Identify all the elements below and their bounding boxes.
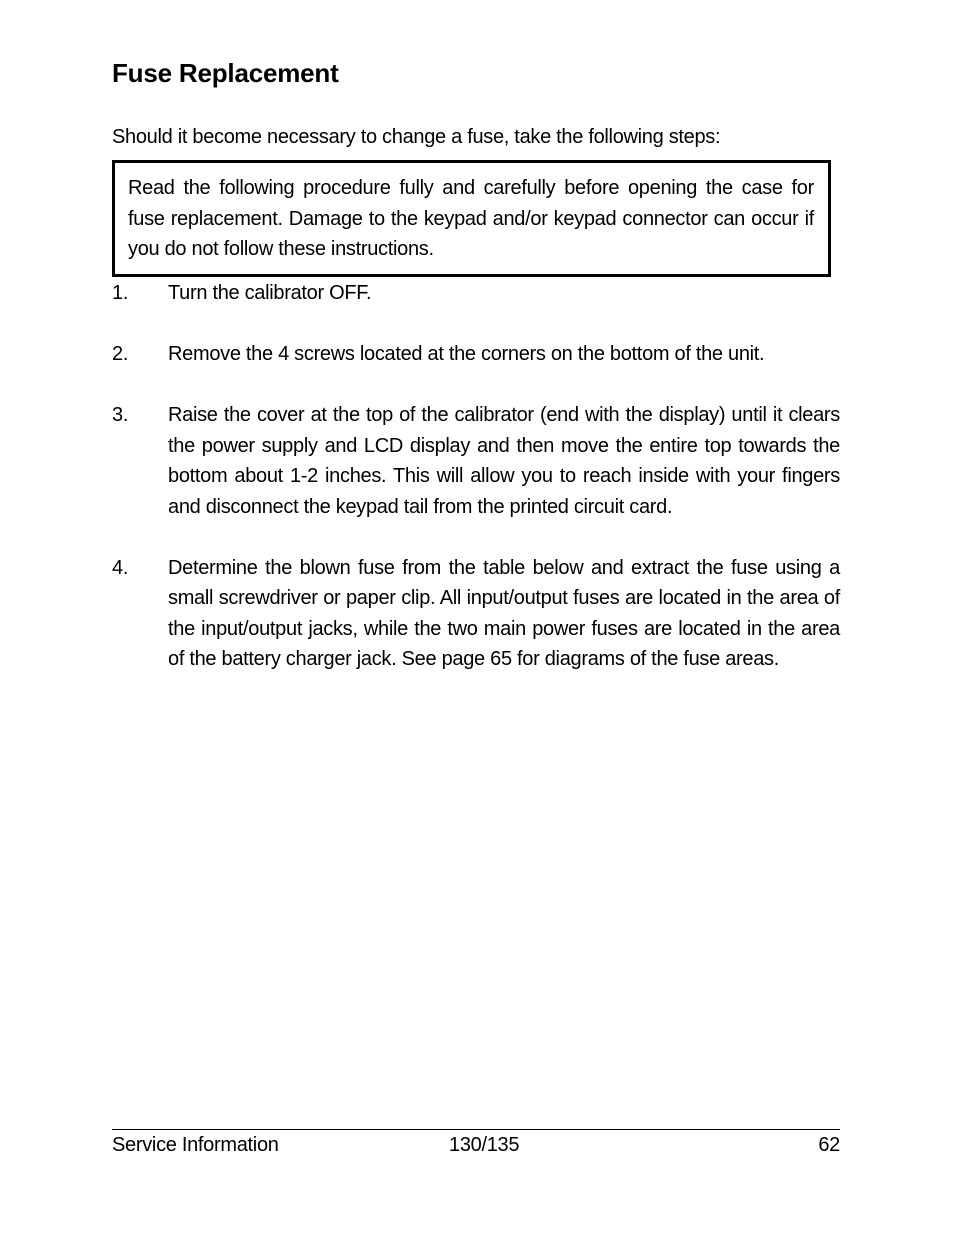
- step-text: Turn the calibrator OFF.: [168, 282, 372, 304]
- step-item: [112, 553, 840, 675]
- step-item: [112, 278, 840, 309]
- step-number: 1.: [112, 282, 129, 304]
- document-page: [112, 0, 840, 1235]
- step-number: 3.: [112, 404, 129, 426]
- warning-text: Read the following procedure fully and carefully before opening the case for fuse replacement. Damage to the keypad and/or keypad connector can occur if you do not follow these instructions.: [128, 177, 814, 260]
- step-text: Raise the cover at the top of the calibrator (end with the display) until it clears the power supply and LCD display and then move the entire top towards the bottom about 1-2 inches. This will allow you to reach inside with your fingers and disconnect the keypad tail from the printed circuit card.: [168, 404, 840, 518]
- step-number: 2.: [112, 343, 129, 365]
- step-text: Remove the 4 screws located at the corners on the bottom of the unit.: [168, 343, 765, 365]
- warning-box: [112, 160, 831, 277]
- step-text: Determine the blown fuse from the table below and extract the fuse using a small screwdriver or paper clip. All input/output fuses are located in the area of the input/output jacks, while the two main power fuses are located in the area of the battery charger jack. See page 65 for diagrams of the fuse areas.: [168, 556, 840, 670]
- footer-section-name: Service Information: [112, 1134, 279, 1156]
- procedure-steps: [112, 278, 840, 705]
- step-item: [112, 339, 840, 370]
- step-item: [112, 400, 840, 522]
- page-title: Fuse Replacement: [112, 58, 339, 88]
- intro-paragraph: Should it become necessary to change a fuse, take the following steps:: [112, 126, 721, 148]
- footer-divider: [112, 1129, 840, 1130]
- footer-page-number: 62: [818, 1134, 840, 1156]
- step-number: 4.: [112, 556, 129, 579]
- footer-model: 130/135: [449, 1134, 520, 1156]
